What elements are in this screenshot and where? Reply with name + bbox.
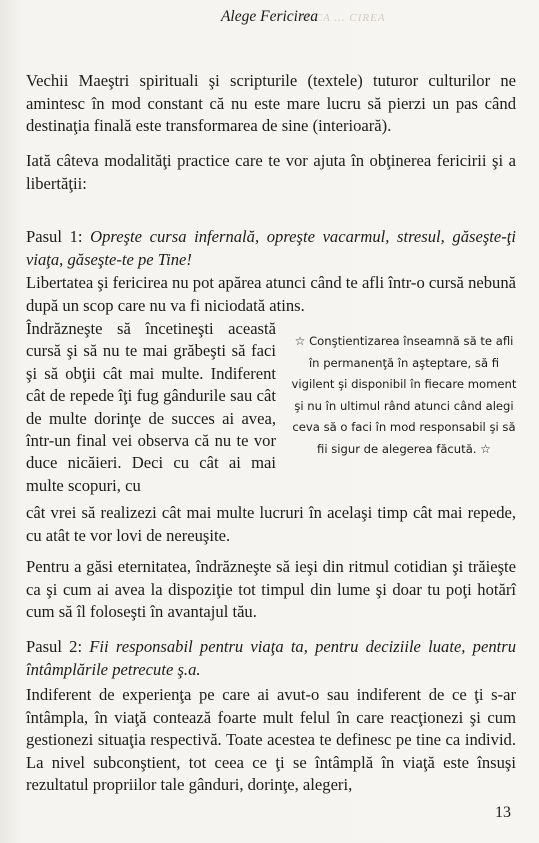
paragraph-eternity: Pentru a găsi eternitatea, îndrăzneşte să ieşi din ritmul cotidian şi trăieşte ca şi cum ai avea la dispoziţie tot timpul din lume şi doar tu poţi hotărî cum să îl foloseşti în avantajul tău. (26, 557, 516, 622)
running-header: Alege Fericirea (220, 8, 319, 25)
paragraph-modalities: Iată câteva modalităţi practice care te vor ajuta în obţinerea fericirii şi a libertăţii: (26, 151, 516, 193)
step-1-label: Pasul 1: (26, 227, 83, 246)
star-icon: ☆ (480, 441, 491, 456)
step-1-title: Opreşte cursa infernală, opreşte vacarmul, stresul, găseşte-ţi viaţa, găseşte-te pe Tine! (26, 227, 516, 269)
paragraph-slow-down-continued: cât vrei să realizezi cât mai multe lucruri în acelaşi timp cât mai repede, cu atât te vor lovi de nereuşite. (26, 503, 516, 545)
paragraph-slow-down: Îndrăzneşte să încetineşti această cursă şi să nu te mai grăbeşti să faci şi să obţii cât mai multe. Indiferent cât de repede îţi fug gândurile sau cât de multe dorinţe de succes ai avea, într-un final vei observa că nu te vor duce nicăieri. Deci cu cât ai mai multe scopuri, cu (26, 319, 276, 495)
bleed-through-text: MICA ... CIREA (300, 12, 386, 24)
step-2-label: Pasul 2: (26, 637, 83, 656)
star-icon: ☆ (294, 334, 306, 348)
step-2-title: Fii responsabil pentru viaţa ta, pentru deciziile luate, pentru întâmplările petrecute ş.a. (26, 637, 516, 679)
step-1-heading (26, 226, 516, 271)
step-2-heading (26, 636, 516, 681)
sidebar-quote (288, 331, 520, 461)
paragraph-freedom: Libertatea şi fericirea nu pot apărea atunci când te afli într-o cursă nebună după un scop care nu va fi niciodată atins. (26, 273, 516, 315)
paragraph-experience: Indiferent de experienţa pe care ai avut-o sau indiferent de ce ţi s-ar întâmpla, în viaţă contează foarte mult felul în care reacţionezi şi cum gestionezi situaţia respectivă. Toate acestea te definesc pe tine ca individ. La nivel subconştient, tot ceea ce ţi se întâmplă în viaţă este însuşi rezultatul propriilor tale gânduri, dorinţe, alegeri, (26, 685, 516, 795)
page-number: 13 (495, 804, 511, 821)
paragraph-intro: Vechii Maeştri spirituali şi scripturile (textele) tuturor culturilor ne amintesc în mod constant că nu este mare lucru să pierzi un pas când destinaţia finală este transformarea de sine (interioară). (26, 71, 516, 136)
sidebar-quote-text: Conştientizarea înseamnă să te afli în permanenţă în aşteptare, să fi vigilent şi disponibil în fiecare moment şi nu în ultimul rând atunci când alegi ceva să o faci în mod responsabil şi să fii sigur de alegerea făcută. (291, 334, 517, 456)
